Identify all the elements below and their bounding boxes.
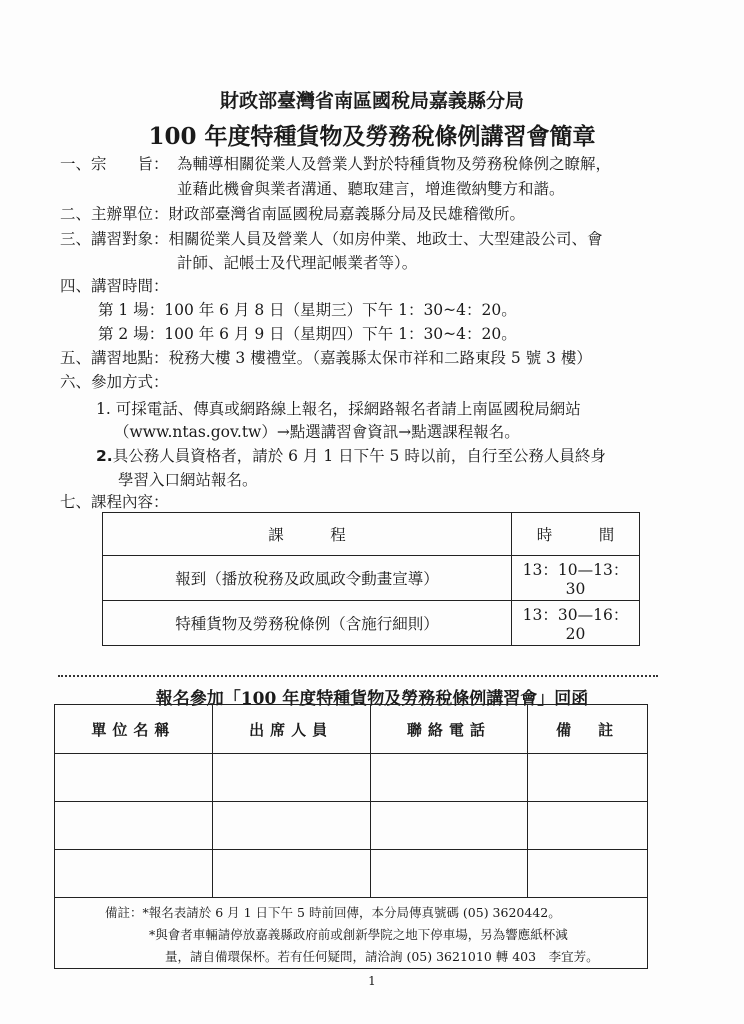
note-line-2: *與會者車輛請停放嘉義縣政府前或創新學院之地下停車場，另為響應紙杯減	[149, 927, 568, 942]
course-table	[102, 512, 640, 646]
organization-name: 財政部臺灣省南區國稅局嘉義縣分局	[219, 90, 524, 112]
reply-title: 報名參加「100 年度特種貨物及勞務稅條例講習會」回函	[155, 689, 589, 709]
note-line-3: 量，請自備環保杯。若有任何疑問，請洽詢 (05) 3621010 轉 403 李宜芳。	[165, 949, 599, 964]
purpose-label: 一、宗 旨：	[60, 155, 169, 173]
course-header: 課 程	[103, 513, 512, 556]
table-row	[55, 754, 648, 802]
method-2-line-1: 具公務人員資格者，請於 6 月 1 日下午 5 時以前，自行至公務人員終身	[112, 447, 606, 465]
course-cell: 報到（播放稅務及政風政令動畫宣導）	[103, 556, 512, 601]
purpose-line-1: 為輔導相關從業人及營業人對於特種貨物及勞務稅條例之瞭解，	[177, 155, 612, 173]
cut-line	[58, 675, 658, 677]
table-row	[103, 556, 640, 601]
remark-header: 備 註	[528, 705, 648, 754]
time-label: 四、講習時間：	[60, 277, 169, 295]
attendee-field[interactable]	[212, 850, 370, 898]
table-row	[55, 802, 648, 850]
purpose-line-2: 並藉此機會與業者溝通、聽取建言，增進徵納雙方和諧。	[177, 180, 565, 198]
table-row	[55, 850, 648, 898]
phone-field[interactable]	[370, 754, 528, 802]
time-cell: 13：30—16：20	[512, 601, 640, 646]
unit-name-field[interactable]	[55, 754, 213, 802]
method-1-line-2: （www.ntas.gov.tw）→點選講習會資訊→點選課程報名。	[114, 423, 520, 441]
reply-notes	[55, 898, 648, 969]
method-2-line-2: 學習入口網站報名。	[118, 471, 258, 489]
unit-name-header: 單位名稱	[55, 705, 213, 754]
time-cell: 13：10—13：30	[512, 556, 640, 601]
remark-field[interactable]	[528, 754, 648, 802]
unit-name-field[interactable]	[55, 802, 213, 850]
course-cell: 特種貨物及勞務稅條例（含施行細則）	[103, 601, 512, 646]
method-label: 六、參加方式：	[60, 373, 169, 391]
target-line-2: 計師、記帳士及代理記帳業者等）。	[177, 254, 418, 272]
page-number: 1	[368, 974, 376, 988]
content-label: 七、課程內容：	[60, 493, 169, 511]
organizer-line: 二、主辦單位：財政部臺灣省南區國稅局嘉義縣分局及民雄稽徵所。	[60, 205, 526, 223]
remark-field[interactable]	[528, 850, 648, 898]
phone-header: 聯絡電話	[370, 705, 528, 754]
session-1: 第 1 場：100 年 6 月 8 日（星期三）下午 1：30~4：20。	[98, 301, 517, 319]
remark-field[interactable]	[528, 802, 648, 850]
attendee-header: 出席人員	[212, 705, 370, 754]
phone-field[interactable]	[370, 850, 528, 898]
table-row	[103, 601, 640, 646]
method-2-number: 2.	[96, 447, 113, 465]
time-header: 時 間	[512, 513, 640, 556]
reply-form-table	[54, 704, 648, 969]
attendee-field[interactable]	[212, 802, 370, 850]
attendee-field[interactable]	[212, 754, 370, 802]
note-line-1: 備註：*報名表請於 6 月 1 日下午 5 時前回傳，本分局傳真號碼 (05) 3620442。	[105, 905, 561, 920]
method-1-line-1: 1. 可採電話、傳真或網路線上報名，採網路報名者請上南區國稅局網站	[96, 400, 581, 418]
target-line-1: 三、講習對象：相關從業人員及營業人（如房仲業、地政士、大型建設公司、會	[60, 230, 603, 248]
session-2: 第 2 場：100 年 6 月 9 日（星期四）下午 1：30~4：20。	[98, 325, 517, 343]
document-title: 100 年度特種貨物及勞務稅條例講習會簡章	[148, 123, 596, 150]
phone-field[interactable]	[370, 802, 528, 850]
location-line: 五、講習地點：稅務大樓 3 樓禮堂。（嘉義縣太保市祥和二路東段 5 號 3 樓）	[60, 349, 592, 367]
unit-name-field[interactable]	[55, 850, 213, 898]
